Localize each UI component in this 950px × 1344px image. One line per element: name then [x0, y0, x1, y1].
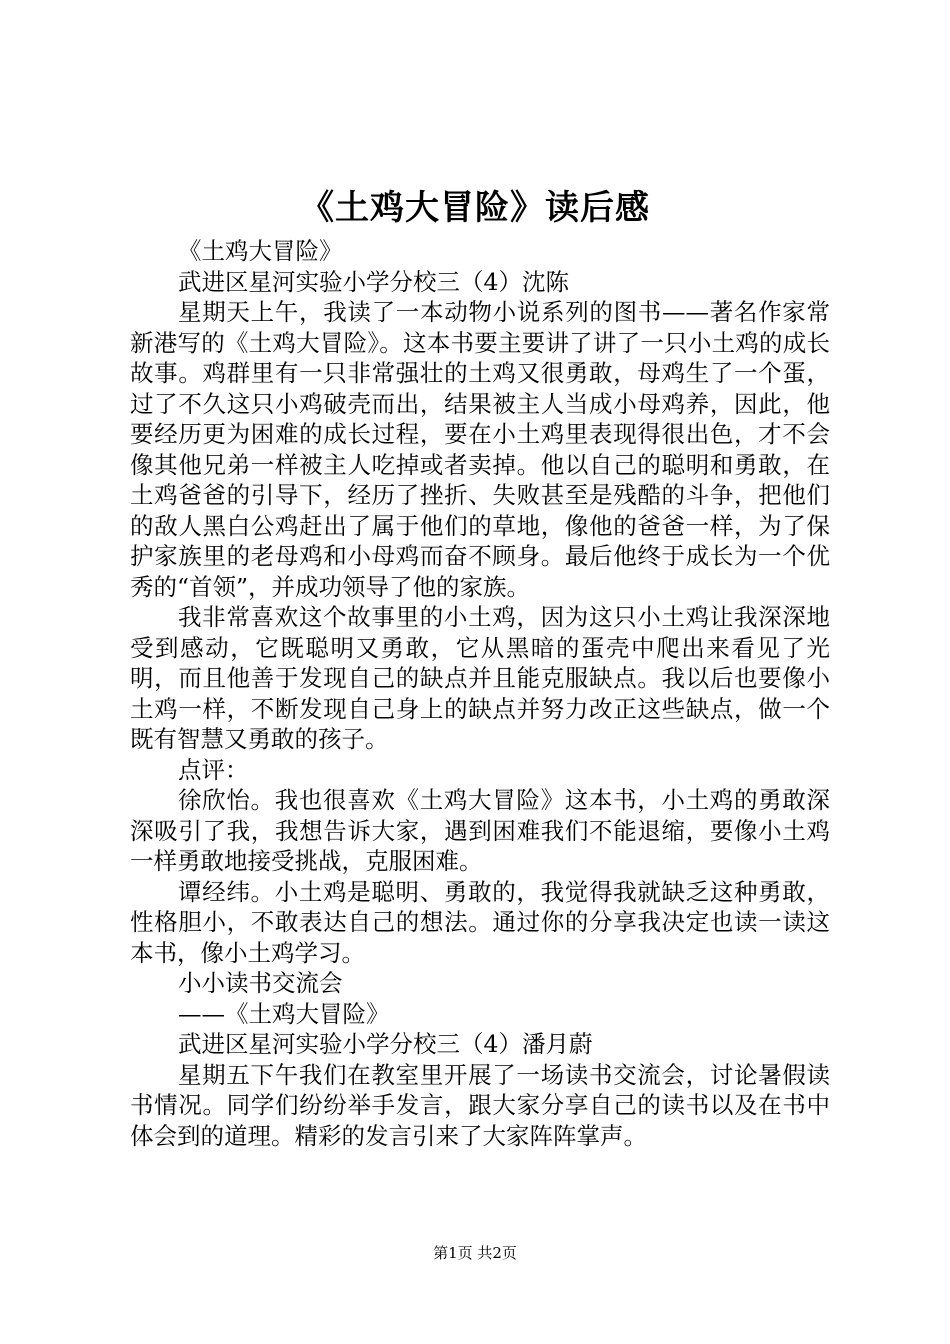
document-body [130, 236, 830, 1151]
paragraph-story-summary: 星期天上午，我读了一本动物小说系列的图书——著名作家常新港写的《土鸡大冒险》。这本书要主要讲了讲了一只小土鸡的成长故事。鸡群里有一只非常强壮的土鸡又很勇敢，母鸡生了一个蛋，过了不久这只小鸡破壳而出，结果被主人当成小母鸡养，因此，他要经历更为困难的成长过程，要在小土鸡里表现得很出色，才不会像其他兄弟一样被主人吃掉或者卖掉。他以自己的聪明和勇敢，在土鸡爸爸的引导下，经历了挫折、失败甚至是残酷的斗争，把他们的敌人黑白公鸡赶出了属于他们的草地，像他的爸爸一样，为了保护家族里的老母鸡和小母鸡而奋不顾身。最后他终于成长为一个优秀的“首领”，并成功领导了他的家族。 [130, 298, 830, 601]
paragraph-exchange: 星期五下午我们在教室里开展了一场读书交流会，讨论暑假读书情况。同学们纷纷举手发言，跟大家分享自己的读书以及在书中体会到的道理。精彩的发言引来了大家阵阵掌声。 [130, 1060, 830, 1150]
comment-heading: 点评： [178, 755, 249, 784]
document-title: 《土鸡大冒险》读后感 [300, 188, 650, 228]
section-subtitle: ——《土鸡大冒险》 [178, 999, 390, 1028]
comment-xu: 徐欣怡。我也很喜欢《土鸡大冒险》这本书，小土鸡的勇敢深深吸引了我，我想告诉大家，遇到困难我们不能退缩，要像小土鸡一样勇敢地接受挑战，克服困难。 [130, 786, 830, 875]
book-title-line: 《土鸡大冒险》 [178, 237, 343, 265]
author-line: 武进区星河实验小学分校三（4）沈陈 [178, 267, 569, 296]
section-heading: 小小读书交流会 [178, 969, 343, 997]
page-footer: 第1页 共2页 [433, 1244, 517, 1262]
section-author-line: 武进区星河实验小学分校三（4）潘月蔚 [178, 1030, 593, 1058]
comment-tan: 谭经纬。小土鸡是聪明、勇敢的，我觉得我就缺乏这种勇敢，性格胆小，不敢表达自己的想法。通过你的分享我决定也读一读这本书，像小土鸡学习。 [130, 877, 830, 967]
paragraph-reflection: 我非常喜欢这个故事里的小土鸡，因为这只小土鸡让我深深地受到感动，它既聪明又勇敢，它从黑暗的蛋壳中爬出来看见了光明，而且他善于发现自己的缺点并且能克服缺点。我以后也要像小土鸡一样，不断发现自己身上的缺点并努力改正这些缺点，做一个既有智慧又勇敢的孩子。 [130, 603, 830, 753]
